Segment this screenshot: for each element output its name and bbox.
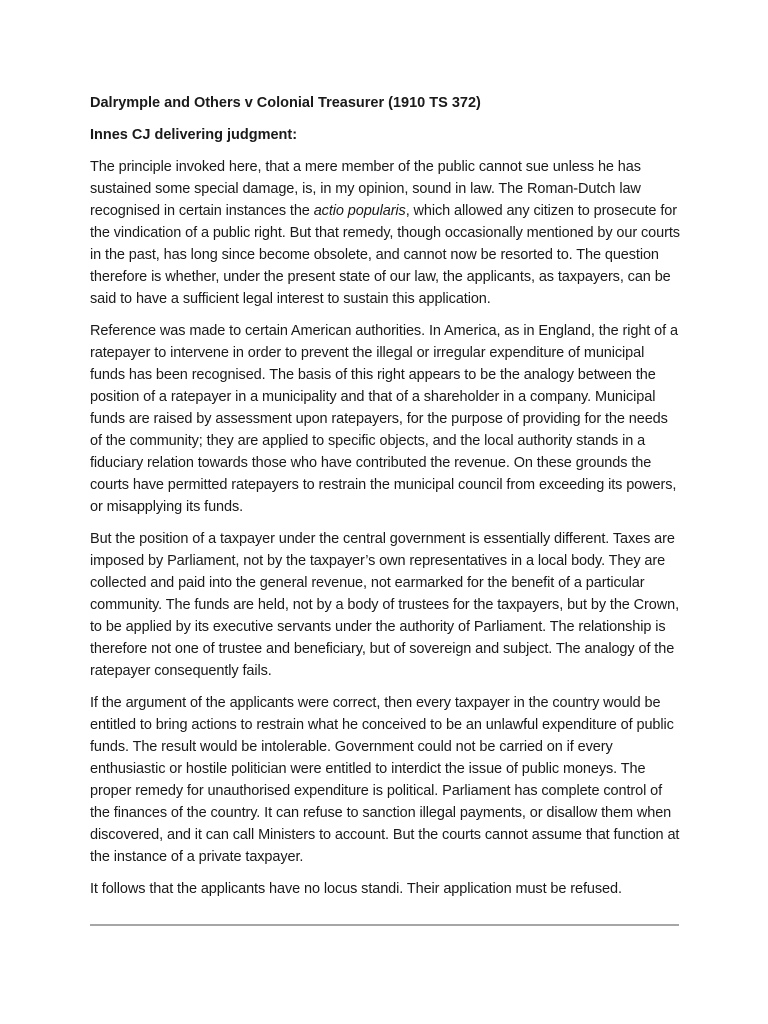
horizontal-divider [90, 924, 679, 926]
paragraph-4: If the argument of the applicants were correct, then every taxpayer in the country would be entitled to bring actions to restrain what he conceived to be an unlawful expenditure of public funds. The result would be intolerable. Government could not be carried on if every enthusiastic or hostile politician were entitled to interdict the issue of public moneys. The proper remedy for unauthorised expenditure is political. Parliament has complete control of the finances of the country. It can refuse to sanction illegal payments, or disallow them when discovered, and it can call Ministers to account. But the courts cannot assume that function at the instance of a private taxpayer. [90, 695, 680, 865]
paragraph-5: It follows that the applicants have no locus standi. Their application must be refused. [90, 881, 622, 897]
case-title: Dalrymple and Others v Colonial Treasurer (1910 TS 372) [90, 95, 481, 111]
document-body [90, 92, 680, 910]
paragraph-3: But the position of a taxpayer under the central government is essentially different. Taxes are imposed by Parliament, not by the taxpayer’s own representatives in a local body. They are collected and paid into the general revenue, not earmarked for the benefit of a particular community. The funds are held, not by a body of trustees for the taxpayers, but by the Crown, to be applied by its executive servants under the authority of Parliament. The relationship is therefore not one of trustee and beneficiary, but of sovereign and subject. The analogy of the ratepayer consequently fails. [90, 531, 680, 679]
paragraph-1-text-a: The principle invoked here, that a mere member of the public cannot sue unless he has sustained some special damage, is, in my opinion, sound in law. The Roman-Dutch law recognised in certain instances the [90, 159, 641, 219]
paragraph-1-text-b: , which allowed any citizen to prosecute for the vindication of a public right. But that remedy, though occasionally mentioned by our courts in the past, has long since become obsolete, and cannot now be resorted to. The question therefore is whether, under the present state of our law, the applicants, as taxpayers, can be said to have a sufficient legal interest to sustain this application. [90, 203, 680, 307]
paragraph-1-italic-term: actio popularis [313, 203, 406, 219]
paragraph-2: Reference was made to certain American authorities. In America, as in England, the right of a ratepayer to intervene in order to prevent the illegal or irregular expenditure of municipal funds has been recognised. The basis of this right appears to be the analogy between the position of a ratepayer in a municipality and that of a shareholder in a company. Municipal funds are raised by assessment upon ratepayers, for the purpose of providing for the needs of the community; they are applied to specific objects, and the local authority stands in a fiduciary relation towards those who have contributed the revenue. On these grounds the courts have permitted ratepayers to restrain the municipal council from exceeding its powers, or misapplying its funds. [90, 323, 678, 515]
judge-heading: Innes CJ delivering judgment: [90, 127, 298, 143]
paragraph-1 [90, 156, 680, 310]
